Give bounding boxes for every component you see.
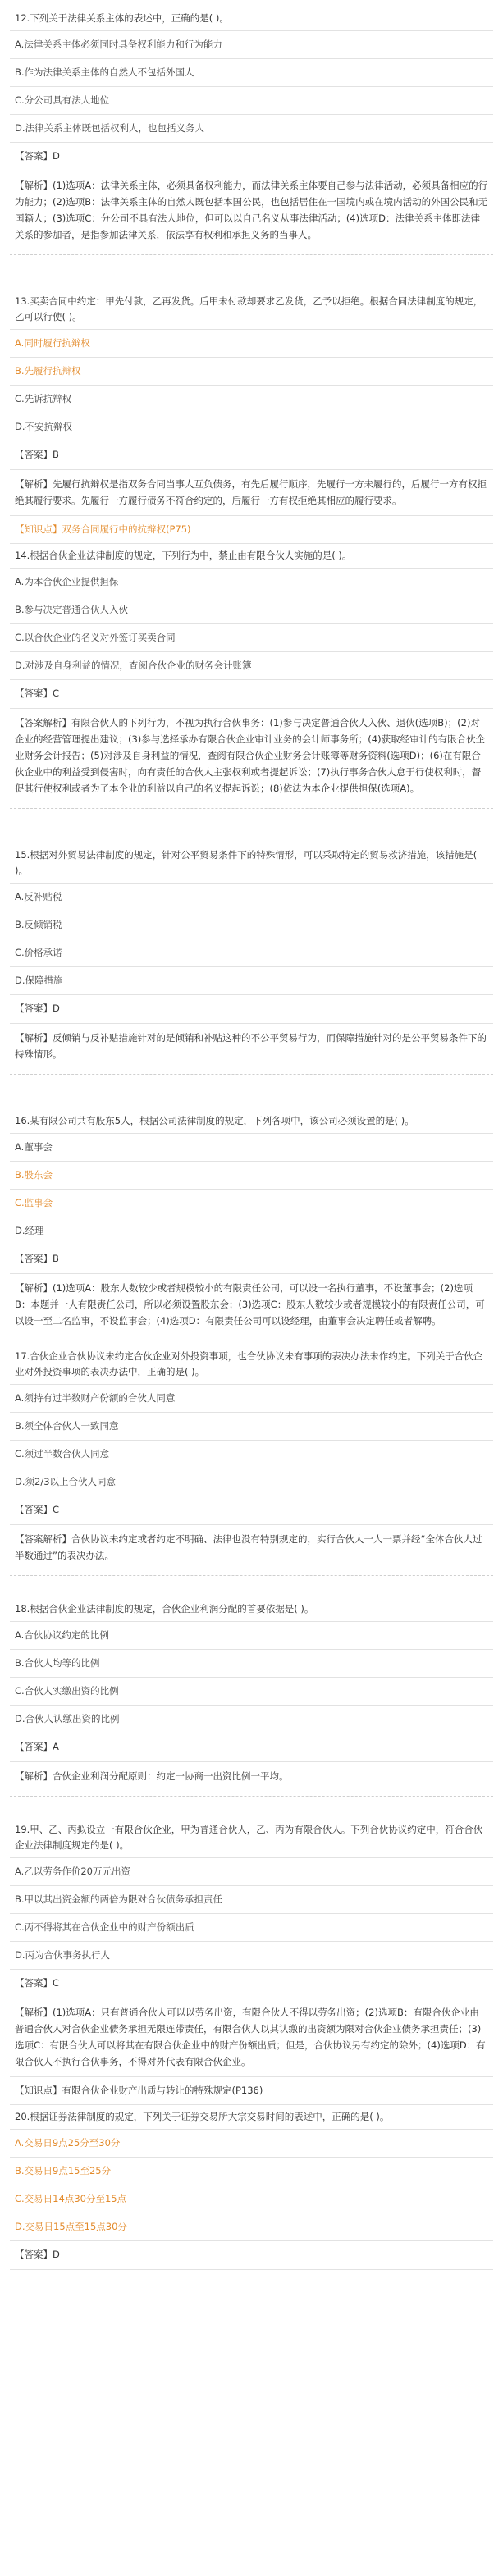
question-12 <box>10 7 493 255</box>
question-19 <box>10 1818 493 2105</box>
option-c: C.监事会 <box>15 1197 53 1208</box>
option-b: B.反倾销税 <box>15 919 62 930</box>
option-b: B.股东会 <box>15 1169 53 1181</box>
question-stem: 12.下列关于法律关系主体的表述中，正确的是( )。 <box>15 12 229 24</box>
explanation: 【解析】(1)选项A：法律关系主体，必须具备权利能力，而法律关系主体要自己参与法律活动，必须具备相应的行为能力；(2)选项B：法律关系主体的自然人既包括本国公民，也包括居住在一国境内或在境内活动的外国公民和无国籍人；(3)选项C：分公司不具有法人地位，但可以以自己名义从事法律活动；(4)选项D：法律关系主体即法律关系的参加者，是指参加法律关系，依法享有权利和承担义务的当事人。 <box>15 180 488 240</box>
explanation: 【答案解析】合伙协议未约定或者约定不明确、法律也没有特别规定的，实行合伙人一人一票并经“全体合伙人过半数通过”的表决办法。 <box>15 1533 482 1561</box>
question-stem: 20.根据证券法律制度的规定，下列关于证券交易所大宗交易时间的表述中，正确的是( )。 <box>15 2111 390 2122</box>
option-d: D.法律关系主体既包括权利人，也包括义务人 <box>15 122 205 134</box>
explanation: 【解析】合伙企业利润分配原则：约定一协商一出资比例一平均。 <box>15 1770 289 1782</box>
option-c: C.价格承诺 <box>15 947 62 958</box>
question-stem: 14.根据合伙企业法律制度的规定，下列行为中，禁止由有限合伙人实施的是( )。 <box>15 550 352 561</box>
option-b: B.须全体合伙人一致同意 <box>15 1420 119 1432</box>
option-c: C.分公司具有法人地位 <box>15 94 110 106</box>
option-b: B.合伙人均等的比例 <box>15 1657 100 1669</box>
option-b: B.先履行抗辩权 <box>15 365 81 377</box>
question-18 <box>10 1597 493 1797</box>
option-a: A.交易日9点25分至30分 <box>15 2137 121 2149</box>
option-a: A.董事会 <box>15 1141 53 1153</box>
option-c: C.先诉抗辩权 <box>15 393 72 404</box>
option-a: A.反补贴税 <box>15 891 62 902</box>
question-14 <box>10 544 493 809</box>
option-b: B.交易日9点15至25分 <box>15 2165 112 2176</box>
answer: 【答案】C <box>15 1977 60 1989</box>
option-c: C.丙不得将其在合伙企业中的财产份额出质 <box>15 1921 194 1933</box>
option-d: D.合伙人认缴出资的比例 <box>15 1713 120 1724</box>
explanation: 【解析】反倾销与反补贴措施针对的是倾销和补贴这种的不公平贸易行为，而保障措施针对的是公平贸易条件下的特殊情形。 <box>15 1032 487 1060</box>
question-stem: 15.根据对外贸易法律制度的规定，针对公平贸易条件下的特殊情形，可以采取特定的贸易救济措施，该措施是( )。 <box>15 849 478 876</box>
question-20 <box>10 2105 493 2270</box>
answer: 【答案】C <box>15 687 60 699</box>
knowledge-point <box>10 516 493 543</box>
explanation: 【解析】(1)选项A：只有普通合伙人可以以劳务出资，有限合伙人不得以劳务出资；(2)选项B：有限合伙企业由普通合伙人对合伙企业债务承担无限连带责任，有限合伙人以其认缴的出资额为限对合伙企业债务承担责任；(3)选项C：有限合伙人可以将其在有限合伙企业中的财产份额出质；但是，合伙协议另有约定的除外；(4)选项D：有限合伙人不执行合伙事务，不得对外代表有限合伙企业。 <box>15 2007 486 2067</box>
question-stem: 17.合伙企业合伙协议未约定合伙企业对外投资事项，也合伙协议未有事项的表决办法未作约定。下列关于合伙企业对外投资事项的表决办法中，正确的是( )。 <box>15 1350 483 1377</box>
answer: 【答案】C <box>15 1504 60 1515</box>
option-d: D.对涉及自身利益的情况，查阅合伙企业的财务会计账簿 <box>15 660 252 671</box>
question-13 <box>10 290 493 544</box>
option-a: A.同时履行抗辩权 <box>15 337 90 349</box>
option-d: D.不安抗辩权 <box>15 421 73 432</box>
option-d: D.交易日15点至15点30分 <box>15 2221 127 2232</box>
question-16 <box>10 1109 493 1336</box>
option-d: D.保障措施 <box>15 975 63 986</box>
answer: 【答案】D <box>15 2249 60 2260</box>
question-stem: 18.根据合伙企业法律制度的规定，合伙企业利润分配的首要依据是( )。 <box>15 1603 314 1615</box>
question-stem: 13.买卖合同中约定：甲先付款，乙再发货。后甲未付款却要求乙发货，乙予以拒绝。根据合同法律制度的规定，乙可以行使( )。 <box>15 295 483 322</box>
knowledge-point: 【知识点】有限合伙企业财产出质与转让的特殊规定(P136) <box>15 2085 263 2096</box>
option-d: D.须2/3以上合伙人同意 <box>15 1476 117 1487</box>
question-stem: 16.某有限公司共有股东5人，根据公司法律制度的规定，下列各项中，该公司必须设置的是( )。 <box>15 1115 414 1126</box>
question-17 <box>10 1345 493 1576</box>
option-d: D.丙为合伙事务执行人 <box>15 1949 111 1961</box>
explanation: 【答案解析】有限合伙人的下列行为，不视为执行合伙事务：(1)参与决定普通合伙人入伙、退伙(选项B)；(2)对企业的经营管理提出建议；(3)参与选择承办有限合伙企业审计业务的会计师事务所；(4)获取经审计的有限合伙企业财务会计报告；(5)对涉及自身利益的情况，查阅有限合伙企业财务会计账簿等财务资料(选项D)；(6)在有限合伙企业中的利益受到侵害时，向有责任的合伙人主张权利或者提起诉讼；(7)执行事务合伙人怠于行使权利时，督促其行使权利或者为了本企业的利益以自己的名义提起诉讼；(8)依法为本企业提供担保(选项A)。 <box>15 717 486 794</box>
option-a: A.乙以劳务作价20万元出资 <box>15 1866 130 1877</box>
option-a: A.为本合伙企业提供担保 <box>15 576 119 587</box>
question-stem: 19.甲、乙、丙拟设立一有限合伙企业，甲为普通合伙人，乙、丙为有限合伙人。下列合伙协议约定中，符合合伙企业法律制度规定的是( )。 <box>15 1824 483 1851</box>
answer: 【答案】A <box>15 1741 59 1752</box>
answer: 【答案】D <box>15 150 60 162</box>
option-c: C.交易日14点30分至15点 <box>15 2193 127 2204</box>
option-b: B.参与决定普通合伙人入伙 <box>15 604 129 615</box>
option-c: C.合伙人实缴出资的比例 <box>15 1685 119 1697</box>
option-b: B.甲以其出资金额的两倍为限对合伙债务承担责任 <box>15 1893 223 1905</box>
option-c: C.须过半数合伙人同意 <box>15 1448 110 1459</box>
option-c: C.以合伙企业的名义对外签订买卖合同 <box>15 632 176 643</box>
option-a: A.法律关系主体必须同时具备权利能力和行为能力 <box>15 39 222 50</box>
question-15 <box>10 843 493 1075</box>
answer: 【答案】B <box>15 1253 59 1264</box>
option-a: A.须持有过半数财产份额的合伙人同意 <box>15 1392 176 1404</box>
knowledge-point-text: 【知识点】双务合同履行中的抗辩权(P75) <box>15 523 191 535</box>
option-d: D.经理 <box>15 1225 44 1236</box>
answer: 【答案】B <box>15 449 59 460</box>
option-b: B.作为法律关系主体的自然人不包括外国人 <box>15 66 194 78</box>
answer: 【答案】D <box>15 1003 60 1014</box>
explanation: 【解析】(1)选项A：股东人数较少或者规模较小的有限责任公司，可以设一名执行董事，不设董事会；(2)选项B：本题并一人有限责任公司，所以必须设置股东会；(3)选项C：股东人数较少或者规模较小的有限责任公司，可以设一至二名监事，不设监事会；(4)选项D：有限责任公司可以设经理，由董事会决定聘任或者解聘。 <box>15 1282 485 1327</box>
explanation: 【解析】先履行抗辩权是指双务合同当事人互负债务，有先后履行顺序，先履行一方未履行的，后履行一方有权拒绝其履行要求。先履行一方履行债务不符合约定的，后履行一方有权拒绝其相应的履行要求。 <box>15 478 487 506</box>
option-a: A.合伙协议约定的比例 <box>15 1629 109 1641</box>
